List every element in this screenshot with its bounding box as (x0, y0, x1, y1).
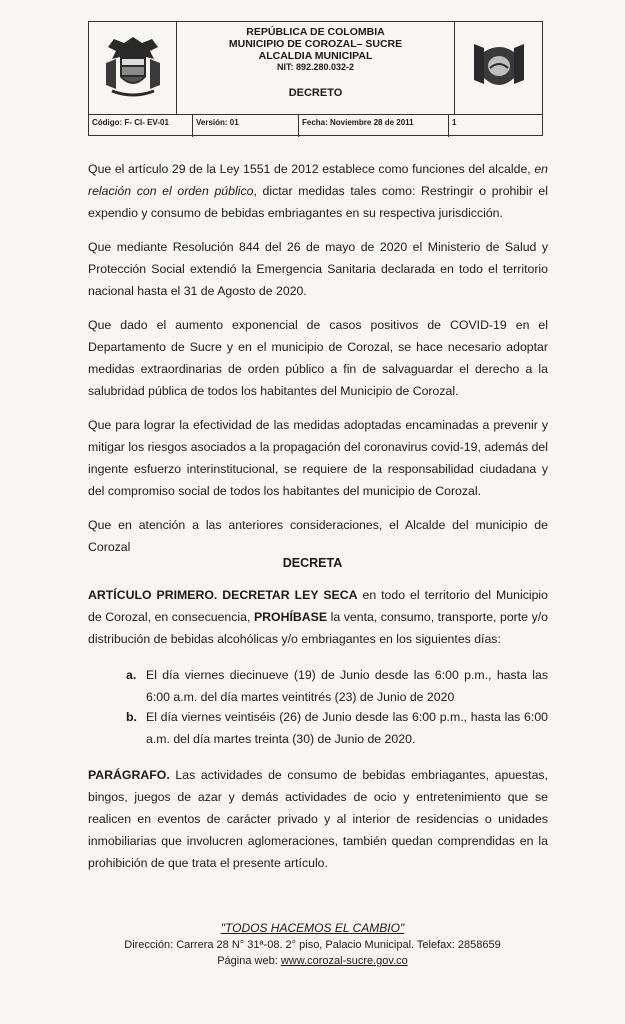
paragrafo-text: Las actividades de consumo de bebidas embriagantes, apuestas, bingos, juegos de azar y demás actividades de ocio y entretenimiento que se realicen en eventos de carácter privado y al interior de residencias o unidades inmobiliarias que involucren aglomeraciones, también quedan comprendidas en la prohibición de que trata el presente artículo. (88, 768, 548, 870)
municipal-seal-icon (468, 38, 530, 94)
header-country: REPÚBLICA DE COLOMBIA (246, 26, 385, 38)
footer-web-link[interactable]: www.corozal-sucre.gov.co (280, 955, 408, 967)
footer-slogan: "TODOS HACEMOS EL CAMBIO" (220, 921, 405, 935)
decreta-heading: DECRETA (282, 556, 343, 570)
paragraph-5: Que en atención a las anteriores consideraciones, el Alcalde del municipio de Corozal (88, 518, 548, 554)
document-header-table (88, 21, 543, 136)
paragrafo (88, 764, 548, 874)
colombia-coat-of-arms-cell (89, 22, 177, 114)
list-item-b (126, 706, 548, 750)
doc-code: Código: F- CI- EV-01 (89, 115, 193, 137)
paragraph-1-text-b: , dictar medidas tales como: Restringir o prohibir el expendio y consumo de bebidas embriagantes en su respectiva jurisdicción. (88, 184, 549, 220)
colombia-coat-of-arms-icon (102, 33, 164, 103)
paragraph-4: Que para lograr la efectividad de las medidas adoptadas encaminadas a prevenir y mitigar los riesgos asociados a la propagación del coronavirus covid-19, además del ingente esfuerzo interinstitucional, se requiere de la responsabilidad ciudadana y del compromiso social de todos los habitantes del municipio de Corozal. (88, 418, 548, 498)
article-primero-text-b: la venta, consumo, transporte, porte y/o distribución de bebidas alcohólicas y/o embriagantes en los siguientes días: (88, 610, 548, 646)
doc-version: Versión: 01 (193, 115, 299, 137)
paragraph-1 (88, 158, 548, 224)
paragraph-1-text-a: Que el artículo 29 de la Ley 1551 de 2012 establece como funciones del alcalde, (88, 162, 535, 176)
document-footer (0, 921, 625, 968)
article-primero-text-a: en todo el territorio del Municipio de Corozal, en consecuencia, (88, 588, 548, 624)
doc-page-number: 1 (452, 118, 457, 127)
header-municipality: MUNICIPIO DE COROZAL– SUCRE (228, 38, 403, 50)
header-doc-type: DECRETO (288, 87, 343, 99)
municipal-seal-cell (454, 22, 542, 114)
list-item-b-marker: b. (126, 710, 137, 724)
list-item-a-text: El día viernes diecinueve (19) de Junio desde las 6:00 p.m., hasta las 6:00 a.m. del día martes veintitrés (23) de Junio de 2020 (146, 668, 548, 704)
footer-web (0, 954, 625, 968)
footer-address: Dirección: Carrera 28 N° 31ª-08. 2° piso, Palacio Municipal. Telefax: 2858659 (124, 939, 501, 951)
list-item-a (126, 664, 548, 708)
header-meta-row (89, 114, 542, 137)
article-primero (88, 584, 548, 650)
header-title-block (177, 22, 454, 114)
header-office: ALCALDIA MUNICIPAL (258, 50, 373, 62)
prohibase-keyword: PROHÍBASE (253, 610, 328, 624)
article-primero-label: ARTÍCULO PRIMERO. DECRETAR LEY SECA (88, 588, 358, 602)
paragraph-1-emphasis: en relación con el orden público (88, 162, 548, 198)
list-item-a-marker: a. (126, 668, 137, 682)
paragrafo-label: PARÁGRAFO. (88, 768, 170, 782)
footer-web-label: Página web: (217, 955, 281, 967)
doc-date: Fecha: Noviembre 28 de 2011 (299, 115, 449, 137)
list-item-b-text: El día viernes veintiséis (26) de Junio desde las 6:00 p.m., hasta las 6:00 a.m. del día martes treinta (30) de Junio de 2020. (146, 710, 548, 746)
paragraph-3: Que dado el aumento exponencial de casos positivos de COVID-19 en el Departamento de Sucre y en el municipio de Corozal, se hace necesario adoptar medidas extraordinarias de orden público a fin de salvaguardar el derecho a la salubridad pública de todos los habitantes del Municipio de Corozal. (88, 318, 548, 398)
paragraph-2: Que mediante Resolución 844 del 26 de mayo de 2020 el Ministerio de Salud y Protección Social extendió la Emergencia Sanitaria declarada en todo el territorio nacional hasta el 31 de Agosto de 2020. (88, 240, 548, 298)
header-nit: NIT: 892.280.032-2 (276, 62, 355, 72)
